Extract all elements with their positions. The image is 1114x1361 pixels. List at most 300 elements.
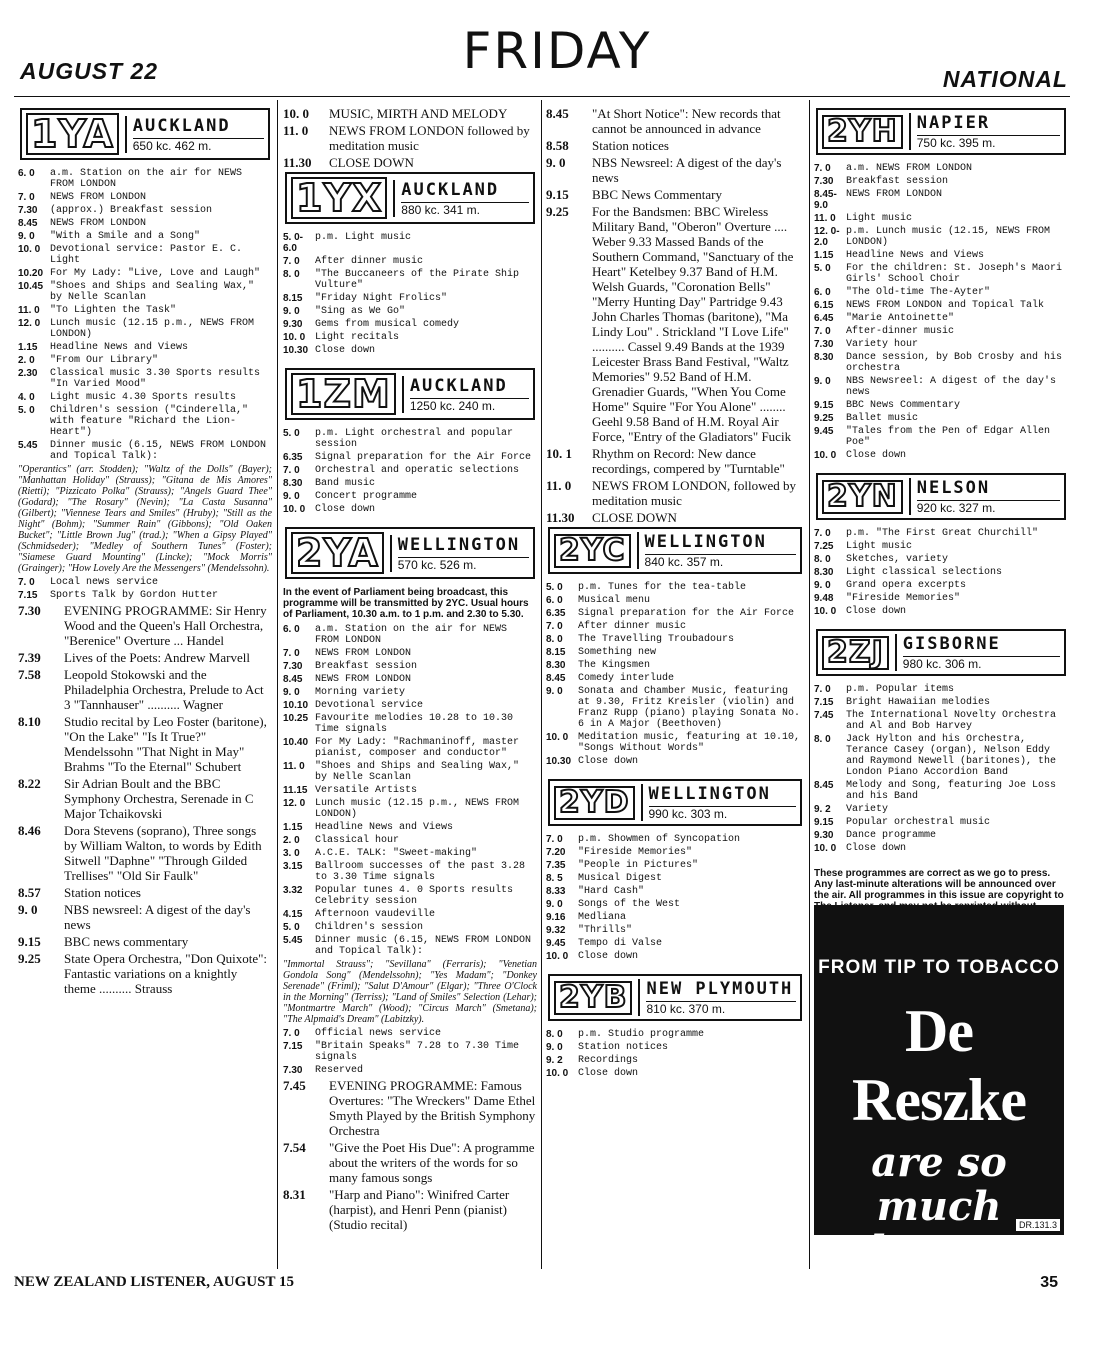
station-meta [390, 535, 529, 572]
program-entry [546, 478, 804, 508]
entry-text: NEWS FROM LONDON and Topical Talk [846, 300, 1045, 311]
program-entry [283, 123, 537, 153]
entry-text: Devotional service: Pastor E. C. Light [50, 244, 243, 266]
entry-time: 8.45 [814, 780, 834, 791]
entry-time: 3.32 [283, 885, 303, 896]
entry-time: 3.15 [283, 861, 303, 872]
station-2yn [814, 473, 1068, 627]
entry-text: Ballet music [846, 413, 919, 424]
entry-text: Favourite melodies 10.28 to 10.30 Time signals [315, 713, 514, 735]
program-entry [814, 843, 1068, 854]
column-4 [814, 106, 1068, 901]
program-entry [814, 213, 1068, 224]
program-entry [18, 405, 272, 438]
program-entry [283, 1028, 537, 1039]
entry-text: After dinner music [315, 256, 424, 267]
entry-time: 7.39 [18, 650, 41, 665]
entry-text: a.m. Station on the air for NEWS FROM LONDON [315, 624, 508, 646]
entry-text: Close down [578, 1068, 639, 1079]
station-logo: 1YX [291, 177, 387, 219]
program-entry [283, 687, 537, 698]
entry-text: p.m. Popular items [846, 684, 955, 695]
station-header [20, 108, 270, 160]
entry-time: 6.45 [814, 313, 834, 324]
de-reszke-advertisement [814, 905, 1064, 1274]
station-meta [393, 180, 529, 217]
page-title: FRIDAY [462, 22, 652, 80]
program-entry [283, 861, 537, 883]
entry-time: 9. 2 [546, 1055, 563, 1066]
entry-time: 9. 0 [18, 231, 35, 242]
program-entry [18, 244, 272, 266]
program-entry [18, 305, 272, 316]
program-entry [546, 938, 804, 949]
entry-time: 8. 0 [546, 1029, 563, 1040]
entry-time: 7. 0 [546, 621, 563, 632]
program-entry [283, 478, 537, 489]
entry-text: Close down [578, 951, 639, 962]
program-entry [18, 440, 272, 462]
program-entry [814, 541, 1068, 552]
program-entry [283, 1041, 537, 1063]
program-entry [546, 608, 804, 619]
program-entry [283, 737, 537, 759]
entry-text: Grand opera excerpts [846, 580, 967, 591]
entry-time: 11. 0 [18, 305, 40, 316]
entry-text: "Britain Speaks" 7.28 to 7.30 Time signals [315, 1041, 520, 1063]
entry-time: 7. 0 [283, 648, 300, 659]
entry-text: Sports Talk by Gordon Hutter [50, 590, 219, 601]
station-1ya-continued [283, 106, 537, 170]
entry-time: 11. 0 [546, 478, 572, 493]
program-entry [18, 168, 272, 190]
entry-text: Lunch music (12.15 p.m., NEWS FROM LONDON) [315, 798, 520, 820]
entry-text: Close down [315, 345, 376, 356]
entry-text: Close down [315, 504, 376, 515]
header-rule [14, 96, 1070, 97]
entry-time: 7.30 [283, 1065, 303, 1076]
program-entry [283, 674, 537, 685]
entry-text: NEWS FROM LONDON [315, 674, 412, 685]
entry-text: Something new [578, 647, 657, 658]
entry-time: 10. 0 [814, 606, 837, 617]
station-frequency: 810 kc. 370 m. [646, 1001, 796, 1016]
entry-text: "Shoes and Ships and Sealing Wax," by Nelle Scanlan [315, 761, 520, 783]
entry-time: 6.15 [814, 300, 834, 311]
entry-time: 9. 0 [814, 376, 831, 387]
entry-time: 10. 0 [814, 843, 837, 854]
program-entry [283, 332, 537, 343]
station-logo: 2YA [291, 532, 384, 574]
footer-publication: NEW ZEALAND LISTENER, AUGUST 15 [14, 1274, 294, 1290]
entry-time: 1.15 [814, 250, 834, 261]
entry-text: State Opera Orchestra, "Don Quixote": Fantastic variations on a knightly theme .......... Strauss [64, 951, 268, 996]
entry-time: 9. 0 [18, 902, 38, 917]
entry-text: Popular orchestral music [846, 817, 991, 828]
entry-text: Melody and Song, featuring Joe Loss and his Band [846, 780, 1057, 802]
program-entry [283, 785, 537, 796]
entry-text: Light classical selections [846, 567, 1003, 578]
entry-text: BBC News Commentary [592, 187, 722, 202]
program-entry [546, 106, 804, 136]
program-entry [18, 650, 272, 665]
entry-time: 7. 0 [814, 684, 831, 695]
column-2 [283, 106, 537, 1266]
entry-time: 6.35 [283, 452, 303, 463]
entry-text: "Harp and Piano": Winifred Carter (harpist), and Henri Penn (pianist) (Studio recital) [329, 1187, 510, 1232]
program-entry [814, 450, 1068, 461]
entry-text: Light music [846, 213, 913, 224]
entry-text: p.m. Light orchestral and popular session [315, 428, 514, 450]
entry-time: 9. 0 [283, 491, 300, 502]
entry-time: 7.54 [283, 1140, 306, 1155]
program-entry [546, 446, 804, 476]
program-entry [283, 922, 537, 933]
program-entry [18, 231, 272, 242]
entry-text: Devotional service [315, 700, 424, 711]
entry-time: 7. 0 [283, 256, 300, 267]
program-entry [18, 934, 272, 949]
entry-time: 5. 0 [814, 263, 831, 274]
program-entry [283, 848, 537, 859]
entry-text: Reserved [315, 1065, 364, 1076]
entry-text: Gems from musical comedy [315, 319, 460, 330]
entry-time: 7.45 [283, 1078, 306, 1093]
entry-text: NBS newsreel: A digest of the day's news [64, 902, 251, 932]
program-entry [18, 776, 272, 821]
program-entry [814, 684, 1068, 695]
program-entry [283, 624, 537, 646]
program-entry [283, 319, 537, 330]
entry-time: 9. 0 [546, 899, 563, 910]
station-2ya [283, 527, 537, 1242]
entry-text: "With a Smile and a Song" [50, 231, 201, 242]
entry-text: For My Lady: "Rachmaninoff, master pianist, composer and conductor" [315, 737, 520, 759]
entry-text: Tempo di Valse [578, 938, 663, 949]
station-logo: 1ZM [291, 373, 396, 415]
entry-text: For My Lady: "Live, Love and Laugh" [50, 268, 261, 279]
dinner-music-list: "Operantics" (arr. Stodden); "Waltz of the Dolls" (Bayer); "Manhattan Holiday" (Strauss); "Gitana de Mis Amores" (Rietti); "Pizzicato Polka" (Strauss); "Angels Guard Thee" (Godard); "The Rosary" (Nevin); "La Casta Susanna" (Gilbert); "Viennese Tears and Smiles" (Hruby); "Still as the Night" (Bohm); "Summer Rain" (Gibbons); "Old Oaken Bucket"; "Little Brown Jug" (trad.); "When a Gipsy Played" (Schmidseder); "Medley of Southern Tunes" (Foster); "Siamese Guard Mounting" (Lincke); "Mock Morris" (Grainger); "How Lovely Are the Messengers" (Mendelssohn). [18, 464, 272, 574]
entry-time: 9.15 [814, 400, 834, 411]
entry-time: 9.32 [546, 925, 566, 936]
entry-text: "Thrills" [578, 925, 633, 936]
entry-time: 7. 0 [18, 577, 35, 588]
entry-text: For the Bandsmen: BBC Wireless Military Band, "Oberon" Overture .... Weber 9.33 Massed Bands of the Southern Command, "Sanctuary of the Heart" Ketelbey 9.37 Band of H.M. Welsh Guards, "Coronation Bells" "Merry Hunting Day" Partridge 9.43 John Charles Thomas (baritone), "Ma Lindy Lou" . Strickland "I Love Life" .......... Cassel 9.49 Bands at the 1939 Leicester Brass Band Festival, "Waltz Memories" 9.52 Band of H.M. Grenadier Guards, "When You Come Home" Squire "For You Alone" ........ Geehl 9.58 Band of H.M. Royal Air Force, "Entry of the Gladiators" Fucik [592, 204, 794, 444]
program-entry [283, 661, 537, 672]
program-entry [546, 834, 804, 845]
entry-time: 12. 0 [18, 318, 41, 329]
program-entry [814, 250, 1068, 261]
ad-brand: De Reszke [852, 998, 1026, 1133]
entry-time: 7.30 [814, 176, 834, 187]
station-header [285, 527, 535, 579]
station-2zj [814, 629, 1068, 864]
entry-text: For the children: St. Joseph's Maori Girls' School Choir [846, 263, 1063, 285]
program-entry [283, 909, 537, 920]
program-entry [283, 232, 537, 254]
entry-time: 7.30 [814, 339, 834, 350]
entry-text: CLOSE DOWN [592, 510, 677, 525]
entry-time: 5. 0-6.0 [283, 232, 304, 254]
program-entry [546, 634, 804, 645]
entry-time: 10.30 [546, 756, 572, 767]
entry-text: Headline News and Views [846, 250, 985, 261]
entry-text: a.m. NEWS FROM LONDON [846, 163, 973, 174]
program-entry [283, 452, 537, 463]
program-entry [546, 510, 804, 525]
ad-tagline: FROM TIP TO TOBACCO [818, 957, 1060, 978]
program-entry [546, 621, 804, 632]
entry-text: MUSIC, MIRTH AND MELODY [329, 106, 508, 121]
program-entry [814, 176, 1068, 187]
entry-time: 8.15 [283, 293, 303, 304]
entry-text: Band music [315, 478, 376, 489]
entry-text: NEWS FROM LONDON followed by meditation music [329, 123, 530, 153]
entry-text: Classical hour [315, 835, 400, 846]
entry-time: 8.33 [546, 886, 566, 897]
program-entry [283, 822, 537, 833]
program-entry [546, 673, 804, 684]
program-entry [546, 582, 804, 593]
entry-time: 4.15 [283, 909, 303, 920]
entry-time: 12. 0-2.0 [814, 226, 840, 248]
program-entry [546, 187, 804, 202]
program-entry [18, 603, 272, 648]
entry-text: Close down [846, 450, 907, 461]
entry-text: Morning variety [315, 687, 406, 698]
station-header [816, 473, 1066, 520]
entry-time: 2. 0 [283, 835, 300, 846]
station-meta [641, 784, 797, 821]
entry-text: Dance programme [846, 830, 937, 841]
entry-text: Station notices [592, 138, 669, 153]
entry-text: "From Our Library" [50, 355, 159, 366]
entry-text: NEWS FROM LONDON [50, 192, 147, 203]
entry-time: 7.15 [283, 1041, 303, 1052]
program-entry [283, 491, 537, 502]
entry-text: Dance session, by Bob Crosby and his orchestra [846, 352, 1063, 374]
program-entry [546, 138, 804, 153]
entry-text: p.m. Tunes for the tea-table [578, 582, 747, 593]
entry-time: 8.45 [546, 673, 566, 684]
program-entry [814, 163, 1068, 174]
program-entry [283, 256, 537, 267]
entry-time: 7.58 [18, 667, 41, 682]
program-entry [814, 400, 1068, 411]
entry-time: 6. 0 [18, 168, 35, 179]
program-entry [283, 1078, 537, 1138]
station-2yd [546, 779, 804, 972]
entry-time: 5. 0 [283, 428, 300, 439]
program-entry [18, 714, 272, 774]
program-entry [814, 734, 1068, 778]
program-entry [814, 697, 1068, 708]
program-entry [283, 935, 537, 957]
entry-text: "At Short Notice": New records that cannot be announced in advance [592, 106, 781, 136]
entry-text: The Kingsmen [578, 660, 651, 671]
entry-text: Station notices [64, 885, 141, 900]
station-city: NAPIER [916, 113, 991, 133]
entry-text: Sketches, variety [846, 554, 949, 565]
program-entry [283, 306, 537, 317]
entry-time: 9.25 [546, 204, 569, 219]
entry-time: 10. 1 [546, 446, 572, 461]
entry-time: 7. 0 [283, 465, 300, 476]
entry-time: 8. 0 [814, 734, 831, 745]
entry-text: Jack Hylton and his Orchestra, Terance Casey (organ), Nelson Eddy and Raymond Newell (baritones), the London Piano Accordion Band [846, 734, 1057, 778]
program-entry [814, 352, 1068, 374]
program-entry [814, 780, 1068, 802]
station-2yc [546, 527, 804, 777]
program-entry [814, 300, 1068, 311]
program-entry [18, 281, 272, 303]
entry-time: 11.30 [546, 510, 575, 525]
entry-text: "The Old-time The-Ayter" [846, 287, 991, 298]
program-entry [283, 106, 537, 121]
entry-time: 7.35 [546, 860, 566, 871]
entry-time: 8.45 [18, 218, 38, 229]
ad-code: DR.131.3 [1016, 1219, 1060, 1231]
station-frequency: 920 kc. 327 m. [917, 500, 1060, 515]
entry-time: 9.25 [18, 951, 41, 966]
entry-time: 3. 0 [283, 848, 300, 859]
program-entry [546, 660, 804, 671]
entry-time: 9.15 [546, 187, 569, 202]
entry-text: BBC news commentary [64, 934, 189, 949]
entry-time: 9. 0 [283, 306, 300, 317]
program-entry [814, 817, 1068, 828]
entry-time: 5.45 [18, 440, 38, 451]
station-city: AUCKLAND [409, 375, 508, 396]
station-logo: 2YB [554, 981, 632, 1015]
entry-time: 8.58 [546, 138, 569, 153]
entry-text: "Friday Night Frolics" [315, 293, 448, 304]
entry-text: Comedy interlude [578, 673, 675, 684]
station-city: WELLINGTON [397, 534, 521, 555]
station-1zm [283, 368, 537, 525]
program-entry [814, 710, 1068, 732]
entry-text: "To Lighten the Task" [50, 305, 177, 316]
entry-time: 10. 0 [283, 504, 306, 515]
entry-text: Official news service [315, 1028, 442, 1039]
network-label: NATIONAL [942, 66, 1068, 92]
program-entry [283, 293, 537, 304]
entry-time: 9. 0 [546, 1042, 563, 1053]
station-header [548, 527, 802, 574]
program-entry [18, 885, 272, 900]
entry-time: 9. 0 [283, 687, 300, 698]
entry-text: p.m. Showmen of Syncopation [578, 834, 741, 845]
entry-text: NEWS FROM LONDON [50, 218, 147, 229]
entry-text: Sonata and Chamber Music, featuring at 9.30, Fritz Kreisler (violin) and Franz Rupp (piano) playing Sonata No. 6 in A Major (Beethoven) [578, 686, 801, 730]
program-entry [546, 204, 804, 444]
station-logo: 2YH [822, 115, 903, 149]
program-entry [283, 504, 537, 515]
entry-text: Close down [846, 606, 907, 617]
program-entry [546, 847, 804, 858]
program-entry [546, 912, 804, 923]
entry-text: "Tales from the Pen of Edgar Allen Poe" [846, 426, 1051, 448]
program-entry [546, 686, 804, 730]
entry-text: Lunch music (12.15 p.m., NEWS FROM LONDON) [50, 318, 255, 340]
entry-time: 8. 0 [814, 554, 831, 565]
entry-text: Popular tunes 4. 0 Sports results Celebrity session [315, 885, 514, 907]
entry-time: 2.30 [18, 368, 38, 379]
program-entry [283, 1140, 537, 1185]
station-logo: 2YD [554, 786, 635, 820]
issue-date: AUGUST 22 [20, 58, 159, 84]
entry-time: 10.40 [283, 737, 309, 748]
entry-time: 9. 0 [546, 686, 563, 697]
program-entry [814, 804, 1068, 815]
entry-text: EVENING PROGRAMME: Sir Henry Wood and the Queen's Hall Orchestra, "Berenice" Overture ... Handel [64, 603, 267, 648]
program-entry [283, 700, 537, 711]
station-logo: 2YN [822, 480, 903, 514]
column-divider [277, 100, 278, 1269]
station-frequency: 880 kc. 341 m. [401, 202, 529, 217]
entry-time: 10. 0 [814, 450, 837, 461]
entry-text: After dinner music [578, 621, 687, 632]
program-entry [18, 902, 272, 932]
entry-text: Breakfast session [846, 176, 949, 187]
column-divider [809, 100, 810, 1269]
entry-text: Headline News and Views [315, 822, 454, 833]
entry-text: p.m. Lunch music (12.15, NEWS FROM LONDON) [846, 226, 1051, 248]
entry-text: Dora Stevens (soprano), Three songs by William Walton, to words by Edith Sitwell "Daphne" "Through Gilded Trellises" "Old Sir Faulk" [64, 823, 262, 883]
entry-text: Musical Digest [578, 873, 663, 884]
entry-time: 7. 0 [283, 1028, 300, 1039]
program-entry [283, 648, 537, 659]
entry-time: 7.45 [814, 710, 834, 721]
entry-text: Light recitals [315, 332, 400, 343]
entry-text: CLOSE DOWN [329, 155, 414, 170]
entry-time: 7.15 [18, 590, 38, 601]
entry-text: p.m. Light music [315, 232, 412, 243]
entry-text: Lives of the Poets: Andrew Marvell [64, 650, 250, 665]
entry-text: Ballroom successes of the past 3.28 to 3.30 Time signals [315, 861, 526, 883]
entry-text: "Fireside Memories" [578, 847, 693, 858]
station-city: AUCKLAND [401, 179, 500, 200]
program-entry [18, 205, 272, 216]
entry-text: Orchestral and operatic selections [315, 465, 520, 476]
station-meta [638, 979, 796, 1016]
entry-text: Close down [578, 756, 639, 767]
entry-time: 5. 0 [546, 582, 563, 593]
program-entry [18, 342, 272, 353]
entry-time: 8.57 [18, 885, 41, 900]
entry-time: 9.45 [546, 938, 566, 949]
program-entry [283, 761, 537, 783]
station-frequency: 990 kc. 303 m. [649, 806, 797, 821]
entry-time: 5. 0 [18, 405, 35, 416]
entry-text: Breakfast session [315, 661, 418, 672]
program-entry [546, 1029, 804, 1040]
program-entry [546, 886, 804, 897]
copyright-notice: These programmes are correct as we go to press. Any last-minute alterations will be announced over the air. All programmes in this issue are copyright to [814, 868, 1064, 901]
station-logo: 1YA [26, 113, 119, 155]
entry-time: 9.30 [814, 830, 834, 841]
entry-text: a.m. Station on the air for NEWS FROM LONDON [50, 168, 243, 190]
program-entry [18, 355, 272, 366]
station-city: GISBORNE [902, 634, 1001, 654]
entry-text: Studio recital by Leo Foster (baritone), "On the Lake" "Is It True?" Mendelssohn "That Night in May" Brahms "To the Eternal" Schubert [64, 714, 267, 774]
entry-text: Leopold Stokowski and the Philadelphia Orchestra, Prelude to Act 3 "Tannhauser" .......... Wagner [64, 667, 264, 712]
entry-text: "People in Pictures" [578, 860, 699, 871]
entry-time: 10.20 [18, 268, 44, 279]
station-frequency: 650 kc. 462 m. [133, 138, 264, 153]
entry-text: Classical music 3.30 Sports results "In Varied Mood" [50, 368, 261, 390]
entry-time: 7.30 [18, 205, 38, 216]
